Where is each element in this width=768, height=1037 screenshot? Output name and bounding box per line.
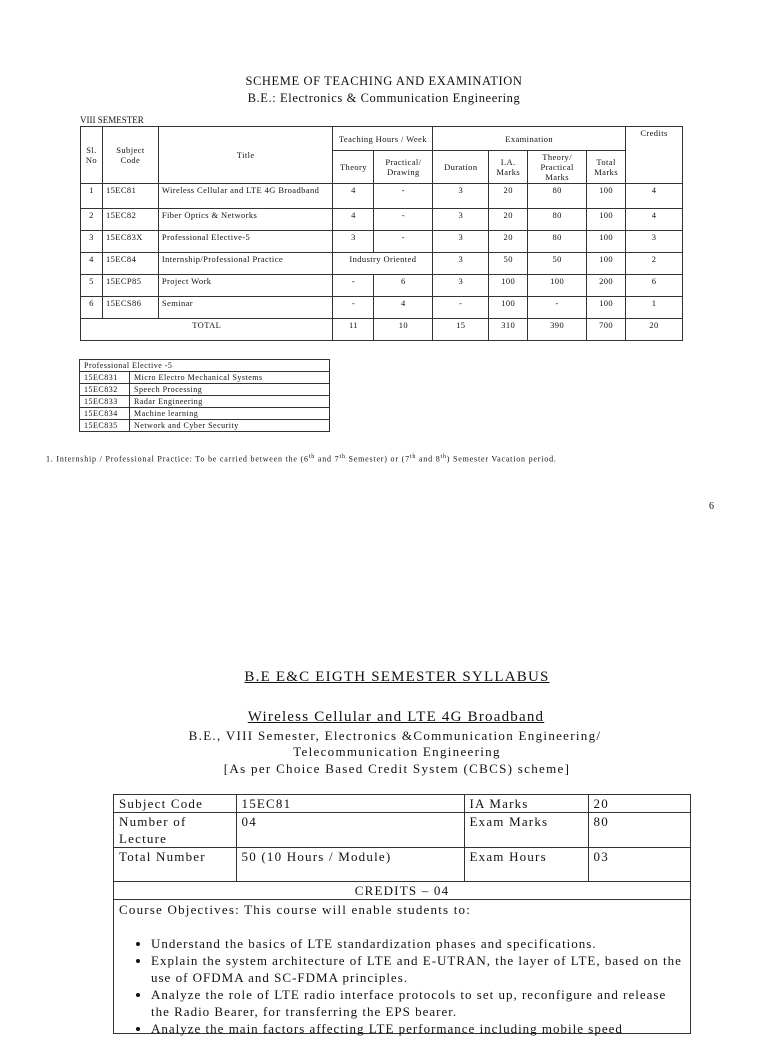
cell-total: 200	[587, 275, 626, 297]
objectives-list	[119, 935, 685, 1037]
cell-sl: 5	[81, 275, 103, 297]
note-text: and 8	[416, 455, 440, 464]
table-row	[81, 184, 683, 209]
cell-code: 15EC84	[102, 253, 158, 275]
cell-sl: 4	[81, 253, 103, 275]
cell-theory: -	[333, 275, 374, 297]
cell-theory: Industry Oriented	[333, 253, 433, 275]
note-sup: th	[309, 454, 315, 460]
exam-marks-value: 80	[588, 813, 690, 848]
cell-ia: 20	[489, 184, 528, 209]
scheme-title: SCHEME OF TEACHING AND EXAMINATION	[0, 74, 768, 89]
cell-theory: 3	[333, 231, 374, 253]
cell-credits: 6	[626, 275, 683, 297]
header-subject-code: Subject Code	[102, 127, 158, 184]
elective-code: 15EC835	[80, 420, 130, 432]
total-ia: 310	[489, 319, 528, 341]
note-text: Semester) or (7	[346, 455, 410, 464]
cell-tp: 80	[528, 209, 587, 231]
elective-code: 15EC832	[80, 384, 130, 396]
cell-total: 100	[587, 184, 626, 209]
course-info-table	[114, 795, 690, 1037]
scheme-subtitle: B.E.: Electronics & Communication Engineering	[0, 91, 768, 106]
cell-sl: 2	[81, 209, 103, 231]
note-sup: th	[339, 454, 345, 460]
cell-ia: 20	[489, 231, 528, 253]
table-row	[81, 253, 683, 275]
header-total-marks: Total Marks	[587, 151, 626, 184]
cell-sl: 6	[81, 297, 103, 319]
total-duration: 15	[433, 319, 489, 341]
note-text: 1. Internship / Professional Practice: To be carried between the (6	[46, 455, 309, 464]
exam-hours-label: Exam Hours	[464, 848, 588, 882]
cell-sl: 1	[81, 184, 103, 209]
cell-ia: 100	[489, 275, 528, 297]
header-practical: Practical/ Drawing	[374, 151, 433, 184]
cell-duration: 3	[433, 209, 489, 231]
table-row	[81, 231, 683, 253]
internship-note	[46, 454, 557, 464]
ia-marks-value: 20	[588, 795, 690, 813]
elective-name: Radar Engineering	[130, 396, 330, 408]
syllabus-heading-text: B.E E&C EIGTH SEMESTER SYLLABUS	[244, 669, 549, 685]
cell-ia: 100	[489, 297, 528, 319]
cell-tp: -	[528, 297, 587, 319]
course-line-2: Telecommunication Engineering	[0, 744, 768, 760]
note-sup: th	[441, 454, 447, 460]
list-item	[80, 408, 330, 420]
cell-theory: 4	[333, 184, 374, 209]
cell-ia: 50	[489, 253, 528, 275]
course-title	[0, 709, 768, 726]
exam-hours-value: 03	[588, 848, 690, 882]
elective-name: Machine learning	[130, 408, 330, 420]
objectives-intro: Course Objectives: This course will enable students to:	[119, 901, 685, 918]
lecture-value: 04	[236, 813, 464, 848]
list-item	[80, 372, 330, 384]
cell-total: 100	[587, 231, 626, 253]
note-text: ) Semester Vacation period.	[447, 455, 557, 464]
list-item: • Analyze the role of LTE radio interface protocols to set up, reconfigure and release the Radio Bearer, for transferring the EPS bearer.	[151, 986, 685, 1020]
cell-tp: 100	[528, 275, 587, 297]
syllabus-heading	[0, 669, 768, 686]
elective-name: Network and Cyber Security	[130, 420, 330, 432]
semester-label: VIII SEMESTER	[80, 115, 144, 125]
subject-code-value: 15EC81	[236, 795, 464, 813]
exam-marks-label: Exam Marks	[464, 813, 588, 848]
cell-tp: 80	[528, 231, 587, 253]
total-marks: 700	[587, 319, 626, 341]
total-credits: 20	[626, 319, 683, 341]
course-info-box	[113, 794, 691, 1034]
elective-name: Speech Processing	[130, 384, 330, 396]
cell-title: Fiber Optics & Networks	[158, 209, 333, 231]
total-label: TOTAL	[81, 319, 333, 341]
cell-credits: 4	[626, 209, 683, 231]
cell-credits: 1	[626, 297, 683, 319]
total-theory: 11	[333, 319, 374, 341]
cell-duration: 3	[433, 231, 489, 253]
note-sup: th	[410, 454, 416, 460]
cell-ia: 20	[489, 209, 528, 231]
list-item: • Understand the basics of LTE standardization phases and specifications.	[151, 935, 685, 952]
elective-name: Micro Electro Mechanical Systems	[130, 372, 330, 384]
elective-code: 15EC831	[80, 372, 130, 384]
cell-tp: 80	[528, 184, 587, 209]
cell-practical: 6	[374, 275, 433, 297]
table-row	[81, 209, 683, 231]
cell-title: Professional Elective-5	[158, 231, 333, 253]
header-credits: Credits	[626, 127, 683, 184]
cell-tp: 50	[528, 253, 587, 275]
cell-theory: 4	[333, 209, 374, 231]
total-practical: 10	[374, 319, 433, 341]
cell-credits: 3	[626, 231, 683, 253]
header-theory: Theory	[333, 151, 374, 184]
cell-theory: -	[333, 297, 374, 319]
cell-title: Seminar	[158, 297, 333, 319]
cell-sl: 3	[81, 231, 103, 253]
total-number-value: 50 (10 Hours / Module)	[236, 848, 464, 882]
cell-total: 100	[587, 297, 626, 319]
course-line-1: B.E., VIII Semester, Electronics &Communication Engineering/	[0, 728, 768, 744]
cell-practical: -	[374, 209, 433, 231]
header-teaching-hours: Teaching Hours / Week	[333, 127, 433, 151]
page-number: 6	[709, 501, 714, 512]
header-tp-marks: Theory/ Practical Marks	[528, 151, 587, 184]
cell-duration: 3	[433, 184, 489, 209]
list-item	[80, 420, 330, 432]
cell-practical: -	[374, 184, 433, 209]
cell-credits: 4	[626, 184, 683, 209]
elective-code: 15EC834	[80, 408, 130, 420]
scheme-table	[80, 126, 683, 341]
subject-code-label: Subject Code	[114, 795, 236, 813]
course-title-text: Wireless Cellular and LTE 4G Broadband	[248, 709, 544, 725]
cell-title: Internship/Professional Practice	[158, 253, 333, 275]
cell-credits: 2	[626, 253, 683, 275]
cell-code: 15ECP85	[102, 275, 158, 297]
cell-code: 15EC81	[102, 184, 158, 209]
list-item	[80, 384, 330, 396]
cell-code: 15EC82	[102, 209, 158, 231]
list-item: • Analyze the main factors affecting LTE performance including mobile speed	[151, 1020, 685, 1037]
cell-total: 100	[587, 253, 626, 275]
cell-total: 100	[587, 209, 626, 231]
note-text: and 7	[315, 455, 339, 464]
header-title: Title	[158, 127, 333, 184]
list-item: • Explain the system architecture of LTE and E-UTRAN, the layer of LTE, based on the use of OFDMA and SC-FDMA principles.	[151, 952, 685, 986]
cell-title: Project Work	[158, 275, 333, 297]
cell-code: 15ECS86	[102, 297, 158, 319]
header-duration: Duration	[433, 151, 489, 184]
cell-duration: 3	[433, 253, 489, 275]
header-examination: Examination	[433, 127, 626, 151]
elective-header: Professional Elective -5	[80, 360, 330, 372]
table-row	[81, 297, 683, 319]
list-item	[80, 396, 330, 408]
cell-code: 15EC83X	[102, 231, 158, 253]
cell-duration: 3	[433, 275, 489, 297]
header-ia-marks: I.A. Marks	[489, 151, 528, 184]
elective-code: 15EC833	[80, 396, 130, 408]
cell-title: Wireless Cellular and LTE 4G Broadband	[158, 184, 333, 209]
credits-row: CREDITS – 04	[114, 882, 690, 900]
total-tp: 390	[528, 319, 587, 341]
lecture-label: Number of Lecture	[114, 813, 236, 848]
course-line-3: [As per Choice Based Credit System (CBCS) scheme]	[0, 761, 768, 777]
cell-practical: -	[374, 231, 433, 253]
total-row	[81, 319, 683, 341]
table-row	[81, 275, 683, 297]
cell-practical: 4	[374, 297, 433, 319]
header-sl-no: Sl. No	[81, 127, 103, 184]
elective-table	[79, 359, 330, 432]
cell-duration: -	[433, 297, 489, 319]
ia-marks-label: IA Marks	[464, 795, 588, 813]
total-number-label: Total Number	[114, 848, 236, 882]
objectives-cell	[114, 900, 690, 1037]
